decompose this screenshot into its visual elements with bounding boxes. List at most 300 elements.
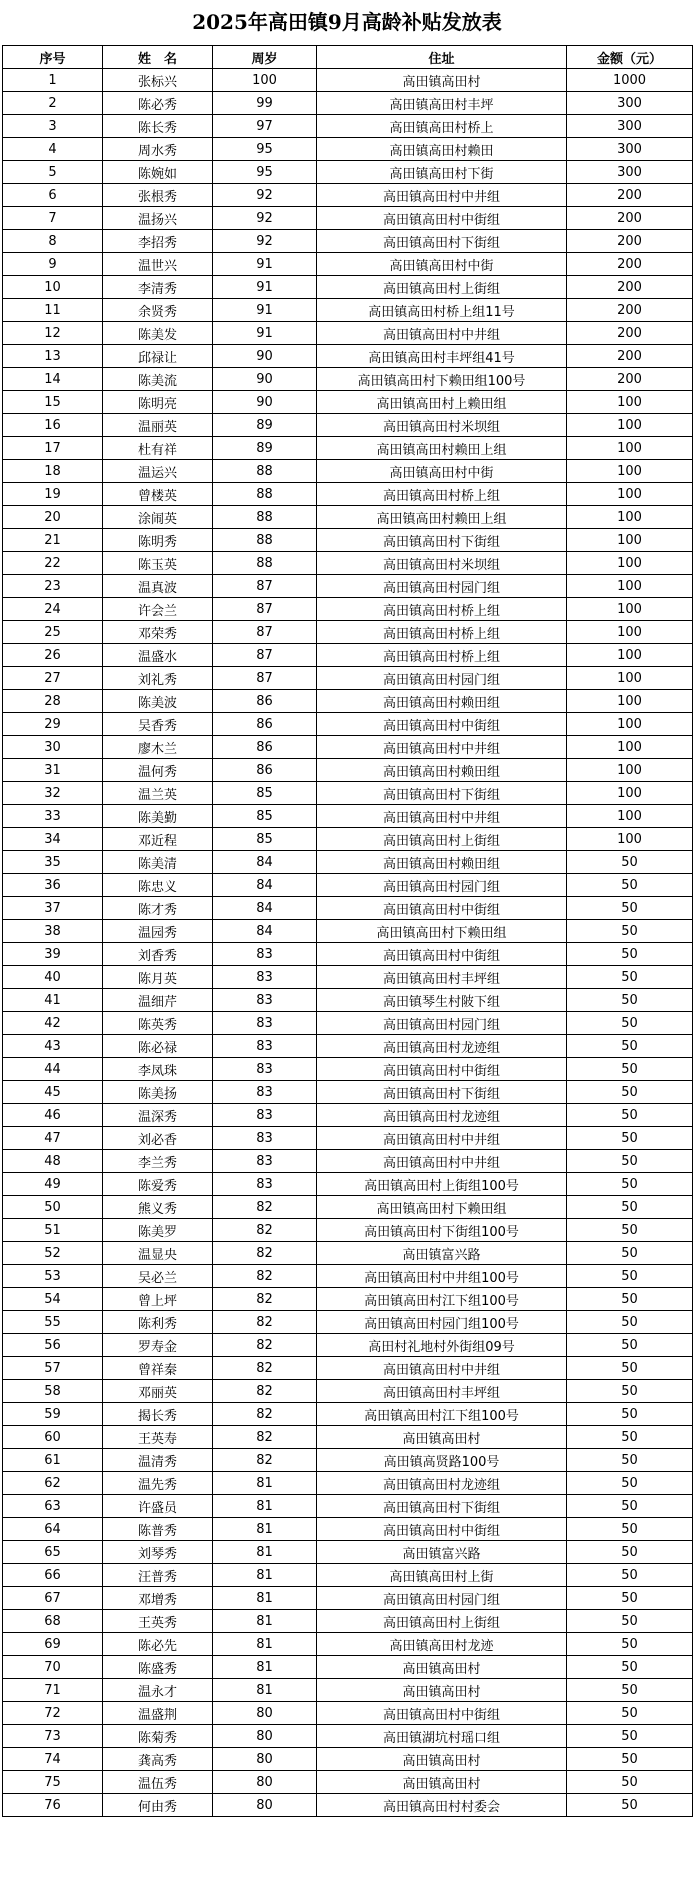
- cell-amount: 100: [567, 805, 693, 828]
- cell-age: 84: [213, 897, 317, 920]
- cell-serial-number: 52: [3, 1242, 103, 1265]
- cell-serial-number: 32: [3, 782, 103, 805]
- cell-name: 陈必禄: [103, 1035, 213, 1058]
- cell-address: 高田镇高田村江下组100号: [317, 1403, 567, 1426]
- cell-amount: 50: [567, 1495, 693, 1518]
- cell-age: 82: [213, 1357, 317, 1380]
- cell-address: 高田镇高田村中街组: [317, 713, 567, 736]
- cell-amount: 50: [567, 1794, 693, 1817]
- header-serial-number: 序号: [3, 46, 103, 69]
- cell-name: 邓丽英: [103, 1380, 213, 1403]
- cell-address: 高田镇高田村龙迹组: [317, 1104, 567, 1127]
- cell-address: 高田镇高田村上街组: [317, 828, 567, 851]
- cell-amount: 50: [567, 1610, 693, 1633]
- cell-amount: 50: [567, 1426, 693, 1449]
- cell-amount: 200: [567, 322, 693, 345]
- cell-serial-number: 23: [3, 575, 103, 598]
- table-row: [3, 575, 693, 598]
- cell-amount: 200: [567, 207, 693, 230]
- cell-amount: 200: [567, 253, 693, 276]
- cell-age: 83: [213, 989, 317, 1012]
- table-row: [3, 184, 693, 207]
- table-row: [3, 552, 693, 575]
- cell-age: 88: [213, 529, 317, 552]
- cell-address: 高田镇高田村赖田上组: [317, 437, 567, 460]
- cell-name: 李招秀: [103, 230, 213, 253]
- cell-serial-number: 43: [3, 1035, 103, 1058]
- cell-amount: 50: [567, 874, 693, 897]
- cell-amount: 50: [567, 1242, 693, 1265]
- cell-amount: 50: [567, 1311, 693, 1334]
- cell-serial-number: 74: [3, 1748, 103, 1771]
- cell-age: 83: [213, 1081, 317, 1104]
- cell-serial-number: 58: [3, 1380, 103, 1403]
- cell-name: 温盛荆: [103, 1702, 213, 1725]
- cell-address: 高田镇高田村下街组: [317, 782, 567, 805]
- table-row: [3, 1679, 693, 1702]
- cell-address: 高田镇高田村桥上组: [317, 598, 567, 621]
- cell-age: 82: [213, 1449, 317, 1472]
- cell-serial-number: 1: [3, 69, 103, 92]
- cell-age: 82: [213, 1219, 317, 1242]
- cell-amount: 100: [567, 437, 693, 460]
- cell-serial-number: 72: [3, 1702, 103, 1725]
- cell-address: 高田镇高田村赖田组: [317, 851, 567, 874]
- cell-name: 余贤秀: [103, 299, 213, 322]
- cell-serial-number: 68: [3, 1610, 103, 1633]
- cell-address: 高田镇高田村园门组: [317, 1012, 567, 1035]
- cell-serial-number: 9: [3, 253, 103, 276]
- cell-amount: 50: [567, 897, 693, 920]
- cell-serial-number: 14: [3, 368, 103, 391]
- table-header-row: [3, 46, 693, 69]
- cell-age: 91: [213, 299, 317, 322]
- table-row: [3, 1081, 693, 1104]
- cell-age: 83: [213, 943, 317, 966]
- cell-name: 陈菊秀: [103, 1725, 213, 1748]
- cell-serial-number: 67: [3, 1587, 103, 1610]
- cell-serial-number: 10: [3, 276, 103, 299]
- table-row: [3, 506, 693, 529]
- cell-name: 王英秀: [103, 1610, 213, 1633]
- cell-amount: 50: [567, 989, 693, 1012]
- cell-amount: 50: [567, 1219, 693, 1242]
- cell-age: 84: [213, 851, 317, 874]
- cell-name: 刘礼秀: [103, 667, 213, 690]
- cell-name: 周水秀: [103, 138, 213, 161]
- cell-age: 81: [213, 1495, 317, 1518]
- cell-age: 81: [213, 1633, 317, 1656]
- cell-serial-number: 59: [3, 1403, 103, 1426]
- cell-name: 陈盛秀: [103, 1656, 213, 1679]
- cell-age: 88: [213, 483, 317, 506]
- cell-address: 高田镇高田村中街组: [317, 1518, 567, 1541]
- cell-amount: 100: [567, 391, 693, 414]
- cell-name: 温运兴: [103, 460, 213, 483]
- page-title: 2025年高田镇9月高龄补贴发放表: [192, 10, 502, 34]
- cell-age: 87: [213, 575, 317, 598]
- table-row: [3, 276, 693, 299]
- cell-age: 83: [213, 1173, 317, 1196]
- cell-amount: 50: [567, 1012, 693, 1035]
- cell-name: 邓荣秀: [103, 621, 213, 644]
- cell-address: 高田镇高田村丰坪组41号: [317, 345, 567, 368]
- table-row: [3, 989, 693, 1012]
- cell-serial-number: 60: [3, 1426, 103, 1449]
- cell-name: 陈美流: [103, 368, 213, 391]
- table-row: [3, 1702, 693, 1725]
- cell-name: 王英寿: [103, 1426, 213, 1449]
- table-row: [3, 414, 693, 437]
- cell-amount: 50: [567, 1748, 693, 1771]
- cell-name: 温先秀: [103, 1472, 213, 1495]
- cell-amount: 50: [567, 1104, 693, 1127]
- cell-name: 廖木兰: [103, 736, 213, 759]
- cell-name: 温清秀: [103, 1449, 213, 1472]
- cell-name: 曾楼英: [103, 483, 213, 506]
- cell-age: 87: [213, 644, 317, 667]
- cell-name: 杜有祥: [103, 437, 213, 460]
- cell-amount: 50: [567, 920, 693, 943]
- cell-amount: 50: [567, 943, 693, 966]
- cell-age: 83: [213, 1012, 317, 1035]
- cell-name: 邓增秀: [103, 1587, 213, 1610]
- cell-serial-number: 19: [3, 483, 103, 506]
- table-row: [3, 1403, 693, 1426]
- cell-address: 高田镇高田村上赖田组: [317, 391, 567, 414]
- cell-serial-number: 26: [3, 644, 103, 667]
- cell-address: 高田镇高田村中街组: [317, 207, 567, 230]
- cell-age: 82: [213, 1196, 317, 1219]
- cell-amount: 100: [567, 644, 693, 667]
- table-row: [3, 1127, 693, 1150]
- cell-name: 陈美罗: [103, 1219, 213, 1242]
- cell-address: 高田镇高田村江下组100号: [317, 1288, 567, 1311]
- cell-address: 高田镇高田村赖田组: [317, 690, 567, 713]
- cell-serial-number: 12: [3, 322, 103, 345]
- cell-amount: 50: [567, 1633, 693, 1656]
- cell-age: 83: [213, 1104, 317, 1127]
- cell-address: 高田镇高田村赖田上组: [317, 506, 567, 529]
- cell-address: 高田镇高田村下街组100号: [317, 1219, 567, 1242]
- table-row: [3, 1242, 693, 1265]
- header-amount: 金额（元）: [567, 46, 693, 69]
- cell-amount: 50: [567, 1564, 693, 1587]
- cell-amount: 50: [567, 966, 693, 989]
- cell-address: 高田镇高田村园门组: [317, 874, 567, 897]
- cell-amount: 50: [567, 1150, 693, 1173]
- cell-serial-number: 57: [3, 1357, 103, 1380]
- table-row: [3, 713, 693, 736]
- cell-name: 陈婉如: [103, 161, 213, 184]
- cell-serial-number: 55: [3, 1311, 103, 1334]
- cell-name: 何由秀: [103, 1794, 213, 1817]
- cell-serial-number: 18: [3, 460, 103, 483]
- cell-name: 陈忠义: [103, 874, 213, 897]
- cell-age: 82: [213, 1334, 317, 1357]
- cell-age: 81: [213, 1564, 317, 1587]
- cell-serial-number: 5: [3, 161, 103, 184]
- table-row: [3, 943, 693, 966]
- cell-age: 82: [213, 1311, 317, 1334]
- cell-address: 高田镇高田村: [317, 1679, 567, 1702]
- cell-amount: 50: [567, 1472, 693, 1495]
- table-row: [3, 1495, 693, 1518]
- cell-age: 81: [213, 1679, 317, 1702]
- cell-amount: 200: [567, 345, 693, 368]
- cell-serial-number: 61: [3, 1449, 103, 1472]
- cell-serial-number: 3: [3, 115, 103, 138]
- cell-age: 90: [213, 368, 317, 391]
- cell-serial-number: 13: [3, 345, 103, 368]
- cell-age: 84: [213, 920, 317, 943]
- cell-name: 涂闹英: [103, 506, 213, 529]
- cell-age: 82: [213, 1426, 317, 1449]
- cell-address: 高田镇高田村中街组: [317, 1058, 567, 1081]
- cell-amount: 100: [567, 598, 693, 621]
- table-row: [3, 299, 693, 322]
- cell-age: 91: [213, 276, 317, 299]
- cell-age: 86: [213, 759, 317, 782]
- cell-amount: 100: [567, 621, 693, 644]
- table-row: [3, 437, 693, 460]
- cell-name: 张标兴: [103, 69, 213, 92]
- cell-age: 88: [213, 460, 317, 483]
- cell-serial-number: 17: [3, 437, 103, 460]
- cell-age: 85: [213, 782, 317, 805]
- cell-age: 99: [213, 92, 317, 115]
- cell-serial-number: 73: [3, 1725, 103, 1748]
- table-row: [3, 1058, 693, 1081]
- cell-age: 95: [213, 138, 317, 161]
- cell-name: 温盛水: [103, 644, 213, 667]
- cell-age: 81: [213, 1656, 317, 1679]
- cell-amount: 50: [567, 1449, 693, 1472]
- cell-address: 高田镇高田村丰坪组: [317, 966, 567, 989]
- cell-name: 温永才: [103, 1679, 213, 1702]
- cell-address: 高田镇高田村: [317, 1748, 567, 1771]
- table-row: [3, 1656, 693, 1679]
- cell-amount: 50: [567, 1288, 693, 1311]
- cell-amount: 50: [567, 1518, 693, 1541]
- cell-name: 刘琴秀: [103, 1541, 213, 1564]
- cell-age: 80: [213, 1748, 317, 1771]
- cell-address: 高田镇高田村下街组: [317, 1495, 567, 1518]
- cell-address: 高田镇高田村下街组: [317, 1081, 567, 1104]
- cell-serial-number: 25: [3, 621, 103, 644]
- cell-amount: 100: [567, 828, 693, 851]
- cell-name: 曾祥秦: [103, 1357, 213, 1380]
- cell-age: 86: [213, 713, 317, 736]
- table-row: [3, 736, 693, 759]
- table-row: [3, 207, 693, 230]
- cell-serial-number: 49: [3, 1173, 103, 1196]
- cell-amount: 50: [567, 1771, 693, 1794]
- cell-amount: 200: [567, 368, 693, 391]
- cell-amount: 50: [567, 1357, 693, 1380]
- cell-serial-number: 27: [3, 667, 103, 690]
- cell-name: 温细芹: [103, 989, 213, 1012]
- table-row: [3, 1472, 693, 1495]
- cell-amount: 50: [567, 1725, 693, 1748]
- cell-name: 龚高秀: [103, 1748, 213, 1771]
- table-row: [3, 920, 693, 943]
- cell-address: 高田镇高田村龙迹组: [317, 1035, 567, 1058]
- table-row: [3, 1518, 693, 1541]
- cell-amount: 50: [567, 1081, 693, 1104]
- cell-name: 陈美扬: [103, 1081, 213, 1104]
- table-row: [3, 115, 693, 138]
- cell-name: 刘香秀: [103, 943, 213, 966]
- table-row: [3, 391, 693, 414]
- cell-address: 高田镇高田村桥上组11号: [317, 299, 567, 322]
- cell-address: 高田镇高田村园门组: [317, 1587, 567, 1610]
- cell-serial-number: 40: [3, 966, 103, 989]
- cell-serial-number: 46: [3, 1104, 103, 1127]
- cell-age: 92: [213, 207, 317, 230]
- cell-serial-number: 47: [3, 1127, 103, 1150]
- cell-amount: 100: [567, 552, 693, 575]
- cell-name: 吴香秀: [103, 713, 213, 736]
- cell-age: 88: [213, 552, 317, 575]
- cell-amount: 50: [567, 1656, 693, 1679]
- table-row: [3, 1794, 693, 1817]
- cell-serial-number: 48: [3, 1150, 103, 1173]
- cell-age: 82: [213, 1242, 317, 1265]
- cell-serial-number: 44: [3, 1058, 103, 1081]
- cell-age: 92: [213, 230, 317, 253]
- cell-name: 陈必先: [103, 1633, 213, 1656]
- table-row: [3, 1288, 693, 1311]
- cell-serial-number: 2: [3, 92, 103, 115]
- cell-age: 81: [213, 1472, 317, 1495]
- table-row: [3, 1150, 693, 1173]
- cell-serial-number: 69: [3, 1633, 103, 1656]
- cell-serial-number: 54: [3, 1288, 103, 1311]
- cell-amount: 200: [567, 184, 693, 207]
- cell-serial-number: 8: [3, 230, 103, 253]
- cell-name: 温世兴: [103, 253, 213, 276]
- table-row: [3, 253, 693, 276]
- cell-age: 80: [213, 1725, 317, 1748]
- cell-amount: 100: [567, 460, 693, 483]
- cell-name: 罗寿金: [103, 1334, 213, 1357]
- cell-serial-number: 64: [3, 1518, 103, 1541]
- cell-address: 高田镇高田村龙迹组: [317, 1472, 567, 1495]
- cell-address: 高田镇高田村中井组: [317, 1150, 567, 1173]
- table-row: [3, 598, 693, 621]
- cell-address: 高田镇湖坑村瑶口组: [317, 1725, 567, 1748]
- cell-address: 高田镇高贤路100号: [317, 1449, 567, 1472]
- table-row: [3, 1173, 693, 1196]
- cell-age: 84: [213, 874, 317, 897]
- table-row: [3, 621, 693, 644]
- cell-name: 吴必兰: [103, 1265, 213, 1288]
- cell-address: 高田镇高田村米坝组: [317, 552, 567, 575]
- cell-age: 97: [213, 115, 317, 138]
- cell-age: 80: [213, 1794, 317, 1817]
- cell-name: 熊义秀: [103, 1196, 213, 1219]
- cell-serial-number: 29: [3, 713, 103, 736]
- cell-address: 高田镇琴生村陂下组: [317, 989, 567, 1012]
- cell-name: 陈美清: [103, 851, 213, 874]
- cell-name: 陈明亮: [103, 391, 213, 414]
- cell-amount: 200: [567, 299, 693, 322]
- cell-amount: 1000: [567, 69, 693, 92]
- cell-amount: 50: [567, 1035, 693, 1058]
- cell-amount: 300: [567, 92, 693, 115]
- cell-address: 高田镇富兴路: [317, 1242, 567, 1265]
- cell-amount: 50: [567, 1380, 693, 1403]
- cell-name: 温真波: [103, 575, 213, 598]
- cell-age: 86: [213, 736, 317, 759]
- cell-age: 85: [213, 828, 317, 851]
- table-row: [3, 828, 693, 851]
- table-row: [3, 1771, 693, 1794]
- table-row: [3, 1357, 693, 1380]
- cell-name: 邓近程: [103, 828, 213, 851]
- cell-age: 83: [213, 1058, 317, 1081]
- cell-address: 高田镇高田村中街组: [317, 1702, 567, 1725]
- table-row: [3, 1564, 693, 1587]
- cell-address: 高田镇高田村中街: [317, 460, 567, 483]
- table-row: [3, 460, 693, 483]
- cell-address: 高田镇高田村园门组: [317, 667, 567, 690]
- cell-address: 高田镇高田村赖田: [317, 138, 567, 161]
- cell-serial-number: 53: [3, 1265, 103, 1288]
- cell-name: 温何秀: [103, 759, 213, 782]
- cell-serial-number: 24: [3, 598, 103, 621]
- cell-address: 高田镇高田村丰坪: [317, 92, 567, 115]
- cell-amount: 100: [567, 529, 693, 552]
- subsidy-table: [2, 45, 693, 1817]
- cell-amount: 300: [567, 161, 693, 184]
- cell-name: 温深秀: [103, 1104, 213, 1127]
- cell-serial-number: 16: [3, 414, 103, 437]
- table-row: [3, 874, 693, 897]
- cell-amount: 50: [567, 1058, 693, 1081]
- table-row: [3, 1449, 693, 1472]
- cell-name: 李兰秀: [103, 1150, 213, 1173]
- cell-serial-number: 42: [3, 1012, 103, 1035]
- cell-age: 90: [213, 345, 317, 368]
- cell-name: 张根秀: [103, 184, 213, 207]
- table-row: [3, 805, 693, 828]
- cell-amount: 100: [567, 483, 693, 506]
- cell-address: 高田镇高田村中街组: [317, 897, 567, 920]
- cell-amount: 50: [567, 1265, 693, 1288]
- cell-name: 陈必秀: [103, 92, 213, 115]
- cell-amount: 100: [567, 736, 693, 759]
- cell-serial-number: 76: [3, 1794, 103, 1817]
- cell-name: 温扬兴: [103, 207, 213, 230]
- table-row: [3, 1725, 693, 1748]
- table-row: [3, 690, 693, 713]
- cell-age: 87: [213, 598, 317, 621]
- table-row: [3, 897, 693, 920]
- cell-address: 高田镇高田村: [317, 1426, 567, 1449]
- cell-amount: 100: [567, 414, 693, 437]
- cell-address: 高田镇高田村中井组: [317, 322, 567, 345]
- cell-amount: 50: [567, 1196, 693, 1219]
- table-row: [3, 230, 693, 253]
- table-row: [3, 1265, 693, 1288]
- cell-serial-number: 75: [3, 1771, 103, 1794]
- cell-name: 温兰英: [103, 782, 213, 805]
- cell-amount: 300: [567, 138, 693, 161]
- cell-serial-number: 37: [3, 897, 103, 920]
- cell-address: 高田镇高田村中街组: [317, 943, 567, 966]
